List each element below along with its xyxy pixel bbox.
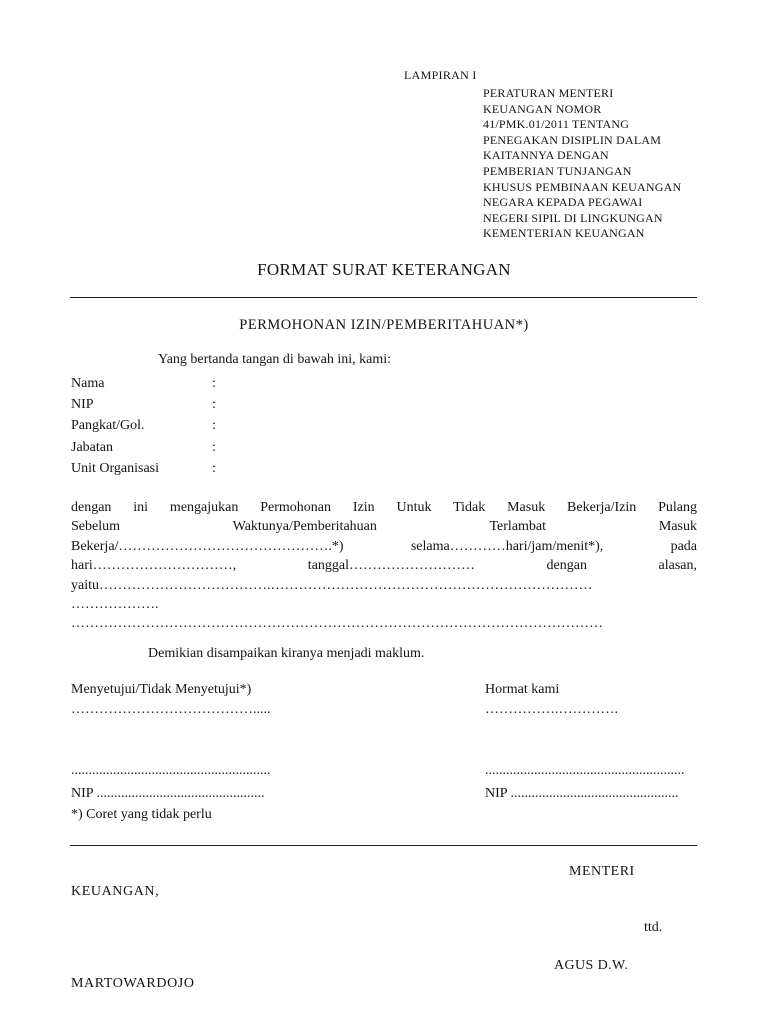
paragraph-line: ……………….	[71, 596, 159, 612]
paragraph-line: Bekerja/……………………………………….*) selama…………hari/jam/menit*), pada	[71, 538, 697, 554]
lampiran-label: LAMPIRAN I	[404, 68, 477, 82]
ministry-name: KEUANGAN,	[71, 884, 160, 899]
field-colon: :	[212, 460, 216, 476]
minister-name-last: MARTOWARDOJO	[71, 976, 195, 991]
regulation-line: KHUSUS PEMBINAAN KEUANGAN	[483, 179, 682, 194]
regulation-line: PEMBERIAN TUNJANGAN	[483, 163, 632, 178]
regulation-line: 41/PMK.01/2011 TENTANG	[483, 117, 630, 132]
field-colon: :	[212, 439, 216, 455]
document-subtitle: PERMOHONAN IZIN/PEMBERITAHUAN*)	[239, 317, 529, 333]
regulation-line: KAITANNYA DENGAN	[483, 148, 609, 163]
applicant-nip: NIP ................................................	[485, 786, 679, 801]
field-nama	[71, 373, 371, 394]
field-nip	[71, 394, 371, 415]
approval-label: Menyetujui/Tidak Menyetujui*)	[71, 682, 252, 697]
approval-dots: ………………………………….....	[71, 702, 271, 717]
field-label: Pangkat/Gol.	[71, 418, 145, 434]
paragraph-line: Sebelum Waktunya/Pemberitahuan Terlambat Masuk	[71, 519, 697, 535]
paragraph-line: hari…………………………, tanggal……………………… dengan alasan,	[71, 558, 697, 574]
closing-text: Demikian disampaikan kiranya menjadi maklum.	[148, 646, 425, 661]
field-unit-organisasi	[71, 458, 371, 479]
field-colon: :	[212, 376, 216, 391]
signed-mark: ttd.	[644, 920, 663, 935]
regulation-line: KEUANGAN NOMOR	[483, 101, 602, 116]
divider-top	[70, 297, 697, 298]
field-label: NIP	[71, 397, 94, 413]
regards-dots: …………….………….	[485, 702, 618, 717]
paragraph-line: ……………………………………………………………………………………………………	[71, 616, 603, 632]
field-label: Unit Organisasi	[71, 460, 160, 476]
minister-name-first: AGUS D.W.	[554, 958, 629, 973]
regulation-reference	[483, 86, 681, 242]
regulation-line: KEMENTERIAN KEUANGAN	[483, 226, 645, 241]
regulation-line: NEGARA KEPADA PEGAWAI	[483, 195, 643, 210]
divider-bottom	[70, 845, 697, 846]
regards-label: Hormat kami	[485, 682, 560, 697]
minister-title: MENTERI	[569, 864, 635, 879]
approver-signature-line: .........................................................	[71, 763, 271, 778]
document-title: FORMAT SURAT KETERANGAN	[257, 260, 511, 279]
field-label: Jabatan	[71, 439, 113, 455]
paragraph-line: dengan ini mengajukan Permohonan Izin Untuk Tidak Masuk Bekerja/Izin Pulang	[71, 500, 697, 515]
field-jabatan	[71, 437, 371, 458]
identity-fields	[71, 373, 371, 479]
field-label: Nama	[71, 376, 105, 391]
intro-text: Yang bertanda tangan di bawah ini, kami:	[158, 352, 392, 367]
paragraph-line: yaitu……………………………….……………………………………………………………	[71, 577, 593, 593]
footnote: *) Coret yang tidak perlu	[71, 807, 212, 822]
applicant-signature-line: .........................................................	[485, 763, 685, 778]
regulation-line: PENEGAKAN DISIPLIN DALAM	[483, 132, 662, 147]
field-colon: :	[212, 418, 216, 434]
request-paragraph	[71, 498, 697, 634]
regulation-line: NEGERI SIPIL DI LINGKUNGAN	[483, 210, 663, 225]
regulation-line: PERATURAN MENTERI	[483, 86, 614, 100]
approver-nip: NIP ................................................	[71, 786, 265, 801]
field-colon: :	[212, 397, 216, 413]
field-pangkat	[71, 415, 371, 436]
